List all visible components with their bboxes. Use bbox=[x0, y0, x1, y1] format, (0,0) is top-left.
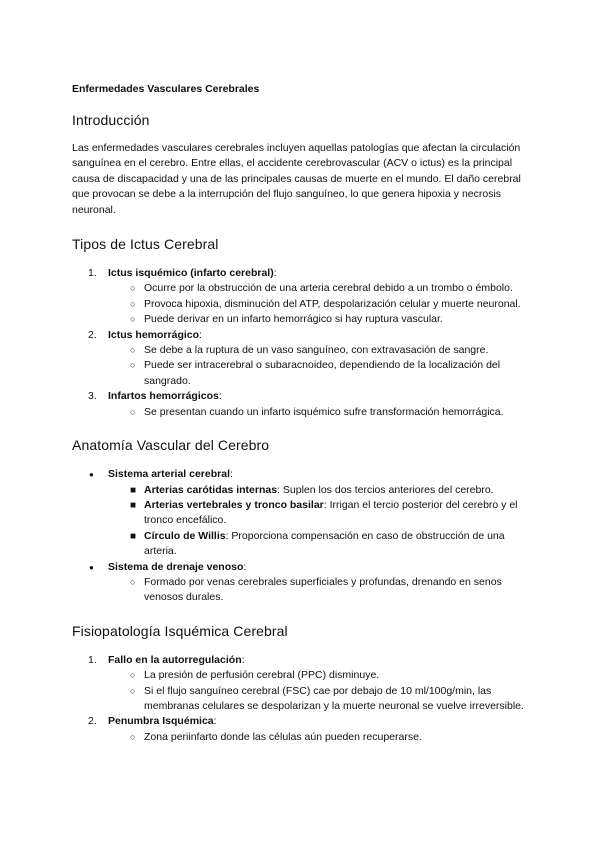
circle-bullet-icon: ○ bbox=[130, 685, 136, 696]
section-fisiopatologia bbox=[72, 622, 532, 745]
sub-item-text: Zona periinfarto donde las células aún pueden recuperarse. bbox=[144, 730, 422, 743]
item-title: Ictus hemorrágico bbox=[108, 328, 200, 341]
circle-bullet-icon: ○ bbox=[130, 298, 136, 309]
heading-anatomia-vascular: Anatomía Vascular del Cerebro bbox=[72, 437, 270, 454]
sub-list bbox=[108, 575, 532, 606]
sub-item-text: Puede ser intracerebral o subaracnoideo, dependiendo de la localización del sangrado. bbox=[144, 359, 501, 387]
item-colon: : bbox=[199, 328, 202, 341]
sub-list-item bbox=[108, 575, 532, 606]
sub-list-item bbox=[108, 498, 532, 529]
sub-list-item bbox=[108, 297, 532, 312]
sub-list bbox=[108, 668, 532, 714]
heading-introduccion: Introducción bbox=[72, 112, 150, 128]
list-number: 1. bbox=[88, 653, 97, 666]
sub-list-item bbox=[108, 358, 532, 389]
circle-bullet-icon: ○ bbox=[130, 314, 136, 325]
list-number: 3. bbox=[88, 390, 97, 403]
document-page bbox=[72, 82, 532, 761]
sub-list-item bbox=[108, 343, 532, 358]
sub-item-text: : Suplen los dos tercios anteriores del cerebro. bbox=[277, 483, 494, 496]
sub-list-item bbox=[108, 405, 532, 420]
sub-list bbox=[108, 483, 532, 560]
sub-item-text: Si el flujo sanguíneo cerebral (FSC) cae por debajo de 10 ml/100g/min, las membranas celulares se despolarizan y la muerte neuronal se vuelve irreversible. bbox=[144, 684, 524, 712]
item-colon: : bbox=[243, 560, 247, 573]
sub-item-bold: Arterias vertebrales y tronco basilar bbox=[144, 498, 324, 511]
square-bullet-icon: ■ bbox=[130, 484, 137, 496]
heading-fisiopatologia: Fisiopatología Isquémica Cerebral bbox=[72, 622, 288, 639]
square-bullet-icon: ■ bbox=[130, 530, 137, 542]
list-number: 2. bbox=[88, 715, 97, 728]
sub-list bbox=[108, 405, 532, 420]
circle-bullet-icon: ○ bbox=[130, 576, 136, 587]
fisio-list bbox=[72, 653, 532, 745]
sub-list-item bbox=[108, 684, 532, 715]
item-colon: : bbox=[230, 468, 233, 481]
list-number: 2. bbox=[88, 328, 97, 341]
sub-item-text: Provoca hipoxia, disminución del ATP, despolarización celular y muerte neuronal. bbox=[144, 297, 521, 310]
list-item bbox=[72, 467, 532, 559]
anatomia-list bbox=[72, 467, 532, 606]
sub-list bbox=[108, 343, 532, 389]
item-title: Penumbra Isquémica bbox=[108, 715, 214, 728]
sub-item-text: La presión de perfusión cerebral (PPC) disminuye. bbox=[144, 669, 380, 682]
item-title: Infartos hemorrágicos bbox=[108, 390, 219, 403]
item-title: Fallo en la autorregulación bbox=[108, 653, 242, 666]
sub-list bbox=[108, 281, 532, 327]
sub-item-text: Formado por venas cerebrales superficiales y profundas, drenando en senos venosos durales. bbox=[144, 575, 502, 604]
item-colon: : bbox=[241, 653, 245, 666]
sub-list bbox=[108, 730, 532, 745]
sub-item-text: Ocurre por la obstrucción de una arteria cerebral debido a un trombo o émbolo. bbox=[144, 282, 513, 295]
sub-list-item bbox=[108, 281, 532, 296]
intro-paragraph: Las enfermedades vasculares cerebrales incluyen aquellas patologías que afectan la circulación sanguínea en el cerebro. Entre ellas, el accidente cerebrovascular (ACV o ictus) es la principal causa de discapacidad y una de las principales causas de muerte en el mundo. El daño cerebral que provocan se debe a la interrupción del flujo sanguíneo, lo que genera hipoxia y necrosis neuronal. bbox=[72, 142, 521, 216]
section-anatomia-vascular bbox=[72, 436, 532, 606]
item-colon: : bbox=[273, 267, 277, 280]
disc-bullet-icon: ● bbox=[89, 562, 94, 572]
circle-bullet-icon: ○ bbox=[130, 360, 136, 371]
tipos-list bbox=[72, 266, 532, 420]
circle-bullet-icon: ○ bbox=[130, 283, 136, 294]
heading-tipos-ictus: Tipos de Ictus Cerebral bbox=[72, 236, 219, 253]
sub-item-text: Se presentan cuando un infarto isquémico sufre transformación hemorrágica. bbox=[144, 405, 504, 418]
list-item bbox=[72, 560, 532, 606]
circle-bullet-icon: ○ bbox=[130, 406, 136, 417]
sub-list-item bbox=[108, 529, 532, 560]
sub-item-text: Se debe a la ruptura de un vaso sanguíneo, con extravasación de sangre. bbox=[144, 344, 489, 357]
document-title: Enfermedades Vasculares Cerebrales bbox=[72, 83, 260, 95]
item-colon: : bbox=[218, 390, 222, 403]
item-title: Sistema arterial cerebral bbox=[108, 468, 230, 481]
sub-item-text: : Irrigan el tercio posterior del cerebro y el tronco encefálico. bbox=[144, 498, 518, 527]
sub-item-text: Puede derivar en un infarto hemorrágico si hay ruptura vascular. bbox=[144, 313, 443, 326]
list-item bbox=[72, 389, 532, 420]
sub-list-item bbox=[108, 312, 532, 327]
sub-list-item bbox=[108, 668, 532, 683]
section-introduccion bbox=[72, 111, 532, 218]
list-item bbox=[72, 714, 532, 745]
item-title: Ictus isquémico (infarto cerebral) bbox=[108, 267, 274, 280]
circle-bullet-icon: ○ bbox=[130, 345, 136, 356]
square-bullet-icon: ■ bbox=[130, 499, 137, 511]
list-item bbox=[72, 266, 532, 328]
sub-item-bold: Círculo de Willis bbox=[144, 529, 226, 542]
item-colon: : bbox=[213, 715, 217, 728]
disc-bullet-icon: ● bbox=[89, 470, 94, 480]
circle-bullet-icon: ○ bbox=[130, 670, 136, 681]
sub-item-text: : Proporciona compensación en caso de obstrucción de una arteria. bbox=[144, 529, 505, 558]
sub-list-item bbox=[108, 483, 532, 498]
sub-item-bold: Arterias carótidas internas bbox=[144, 483, 278, 496]
list-number: 1. bbox=[88, 267, 97, 280]
list-item bbox=[72, 328, 532, 390]
circle-bullet-icon: ○ bbox=[130, 731, 136, 742]
sub-list-item bbox=[108, 730, 532, 745]
section-tipos-ictus bbox=[72, 235, 532, 420]
list-item bbox=[72, 653, 532, 715]
item-title: Sistema de drenaje venoso bbox=[108, 560, 244, 573]
